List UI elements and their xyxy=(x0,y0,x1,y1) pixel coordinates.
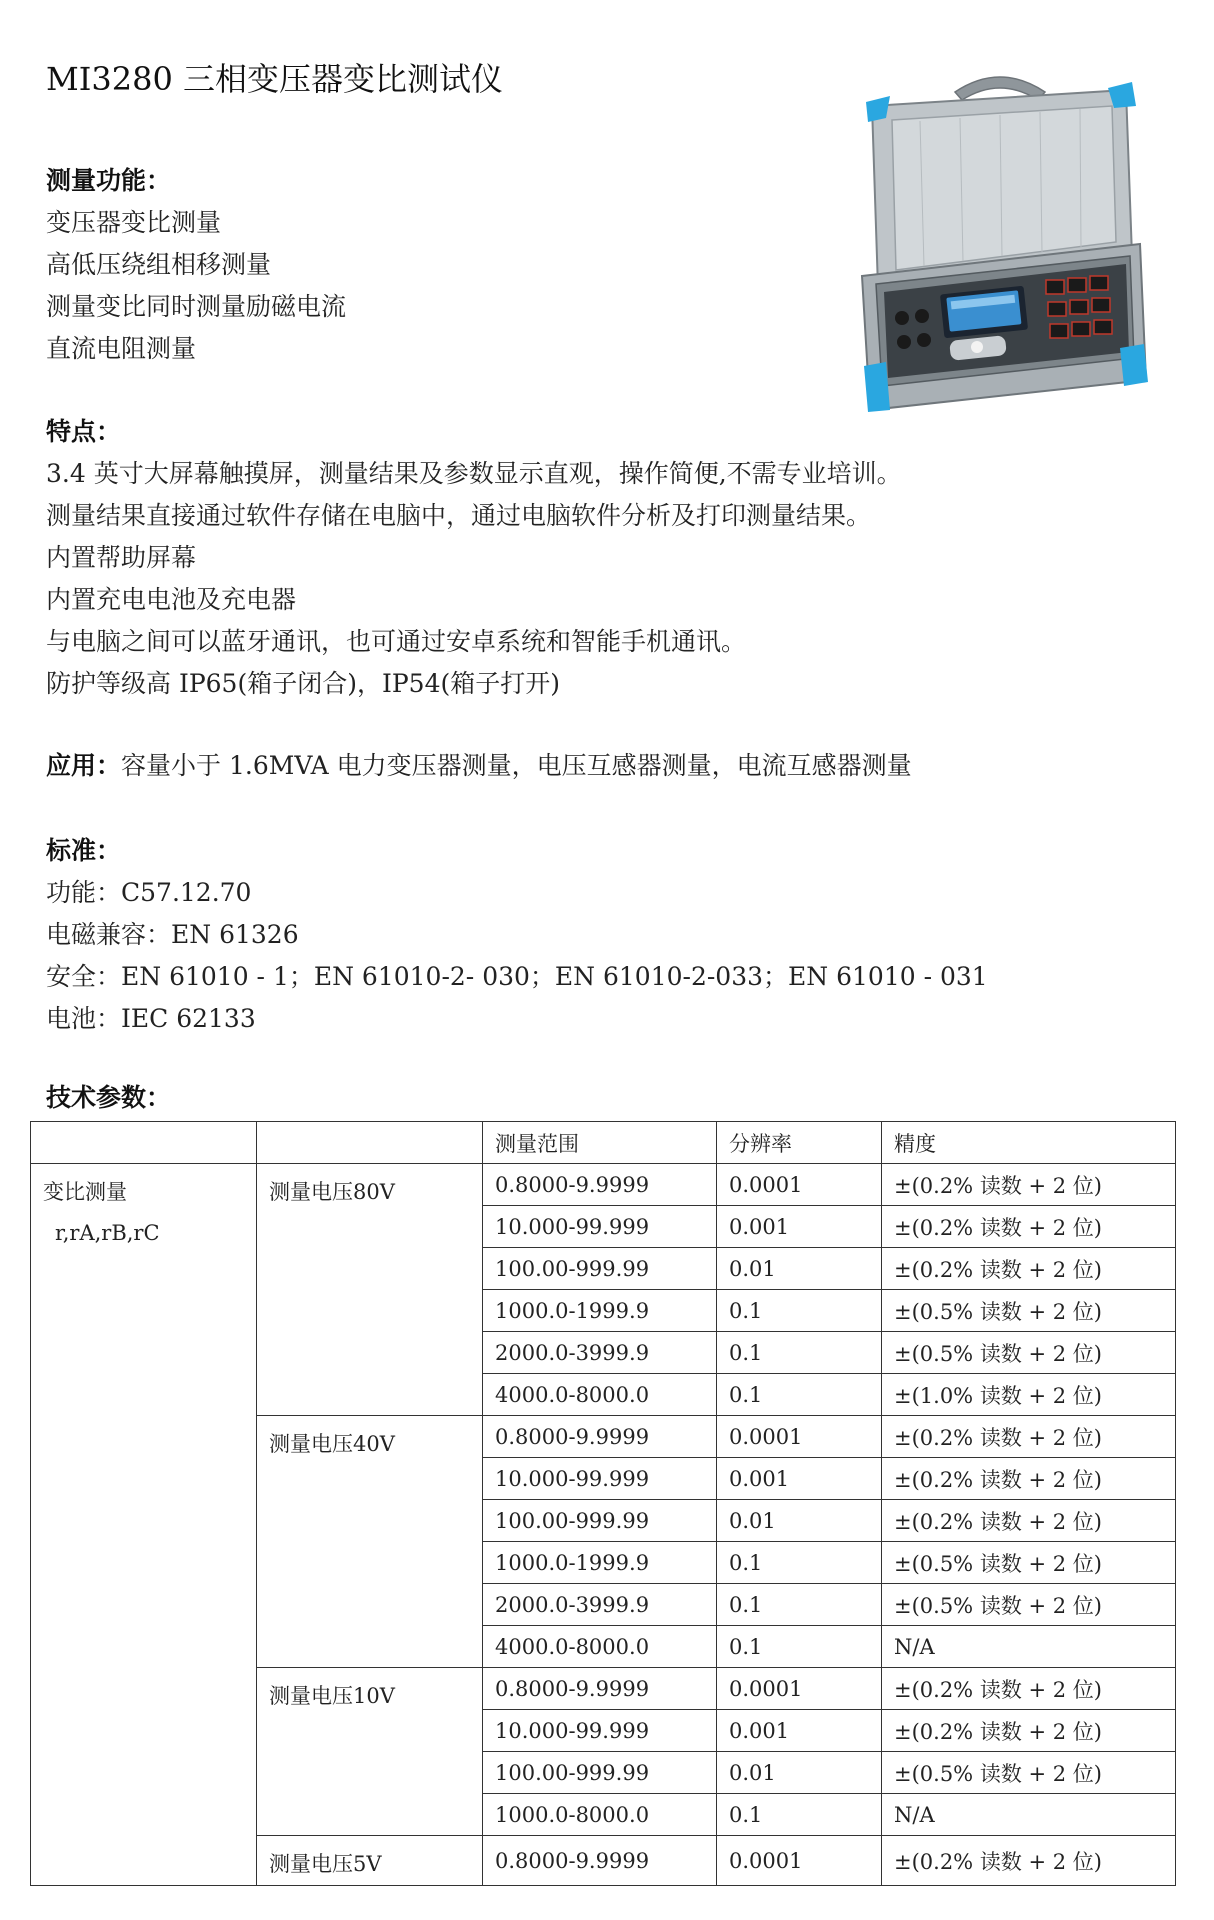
voltage-group-cell: 测量电压5V xyxy=(257,1836,483,1886)
voltage-group-cell: 测量电压10V xyxy=(257,1668,483,1836)
column-header xyxy=(257,1122,483,1164)
standards-section xyxy=(46,830,988,1040)
column-header xyxy=(31,1122,257,1164)
range-cell: 1000.0-1999.9 xyxy=(483,1290,717,1332)
resolution-cell: 0.0001 xyxy=(717,1836,882,1886)
resolution-cell: 0.1 xyxy=(717,1626,882,1668)
features-heading: 特点： xyxy=(46,417,122,446)
function-item: 测量变比同时测量励磁电流 xyxy=(46,292,347,321)
feature-item: 内置帮助屏幕 xyxy=(46,543,197,572)
accuracy-cell: ±(0.2% 读数 + 2 位) xyxy=(882,1458,1176,1500)
accuracy-cell: N/A xyxy=(882,1626,1176,1668)
accuracy-cell: ±(0.2% 读数 + 2 位) xyxy=(882,1164,1176,1206)
application-section xyxy=(46,745,912,787)
voltage-group-cell: 测量电压40V xyxy=(257,1416,483,1668)
resolution-cell: 0.001 xyxy=(717,1206,882,1248)
range-cell: 4000.0-8000.0 xyxy=(483,1374,717,1416)
page-title: MI3280 三相变压器变比测试仪 xyxy=(46,60,504,98)
resolution-cell: 0.1 xyxy=(717,1290,882,1332)
accuracy-cell: N/A xyxy=(882,1794,1176,1836)
feature-item: 测量结果直接通过软件存储在电脑中，通过电脑软件分析及打印测量结果。 xyxy=(46,501,872,530)
resolution-cell: 0.0001 xyxy=(717,1668,882,1710)
resolution-cell: 0.001 xyxy=(717,1710,882,1752)
resolution-cell: 0.01 xyxy=(717,1500,882,1542)
resolution-cell: 0.1 xyxy=(717,1794,882,1836)
resolution-cell: 0.1 xyxy=(717,1374,882,1416)
product-image xyxy=(850,66,1150,420)
accuracy-cell: ±(0.2% 读数 + 2 位) xyxy=(882,1500,1176,1542)
range-cell: 4000.0-8000.0 xyxy=(483,1626,717,1668)
standard-item: 功能：C57.12.70 xyxy=(46,878,252,907)
range-cell: 10.000-99.999 xyxy=(483,1710,717,1752)
standard-item: 电磁兼容：EN 61326 xyxy=(46,920,299,949)
accuracy-cell: ±(0.5% 读数 + 2 位) xyxy=(882,1752,1176,1794)
category-cell xyxy=(31,1164,257,1886)
standard-item: 安全：EN 61010 - 1；EN 61010-2- 030；EN 61010-2-033；EN 61010 - 031 xyxy=(46,962,988,991)
range-cell: 1000.0-8000.0 xyxy=(483,1794,717,1836)
functions-heading: 测量功能： xyxy=(46,166,172,195)
range-cell: 0.8000-9.9999 xyxy=(483,1668,717,1710)
function-item: 高低压绕组相移测量 xyxy=(46,250,272,279)
feature-item: 内置充电电池及充电器 xyxy=(46,585,297,614)
range-cell: 10.000-99.999 xyxy=(483,1458,717,1500)
resolution-cell: 0.0001 xyxy=(717,1416,882,1458)
accuracy-cell: ±(0.2% 读数 + 2 位) xyxy=(882,1836,1176,1886)
accuracy-cell: ±(0.5% 读数 + 2 位) xyxy=(882,1290,1176,1332)
application-text: 容量小于 1.6MVA 电力变压器测量，电压互感器测量，电流互感器测量 xyxy=(121,751,912,780)
range-cell: 0.8000-9.9999 xyxy=(483,1164,717,1206)
table-row xyxy=(31,1164,1176,1206)
feature-item: 3.4 英寸大屏幕触摸屏，测量结果及参数显示直观，操作简便,不需专业培训。 xyxy=(46,459,902,488)
standards-heading: 标准： xyxy=(46,836,122,865)
voltage-group-cell: 测量电压80V xyxy=(257,1164,483,1416)
range-cell: 2000.0-3999.9 xyxy=(483,1584,717,1626)
spec-table xyxy=(30,1121,1176,1886)
accuracy-cell: ±(0.5% 读数 + 2 位) xyxy=(882,1584,1176,1626)
resolution-cell: 0.1 xyxy=(717,1542,882,1584)
specs-section xyxy=(46,1077,171,1119)
category-sub-label: r,rA,rB,rC xyxy=(55,1221,160,1245)
function-item: 直流电阻测量 xyxy=(46,334,197,363)
accuracy-cell: ±(0.2% 读数 + 2 位) xyxy=(882,1206,1176,1248)
accuracy-cell: ±(1.0% 读数 + 2 位) xyxy=(882,1374,1176,1416)
resolution-cell: 0.001 xyxy=(717,1458,882,1500)
accuracy-cell: ±(0.2% 读数 + 2 位) xyxy=(882,1416,1176,1458)
application-label: 应用： xyxy=(46,751,122,780)
column-header: 测量范围 xyxy=(483,1122,717,1164)
table-header-row xyxy=(31,1122,1176,1164)
resolution-cell: 0.1 xyxy=(717,1332,882,1374)
accuracy-cell: ±(0.2% 读数 + 2 位) xyxy=(882,1710,1176,1752)
range-cell: 100.00-999.99 xyxy=(483,1248,717,1290)
function-item: 变压器变比测量 xyxy=(46,208,222,237)
range-cell: 100.00-999.99 xyxy=(483,1752,717,1794)
range-cell: 0.8000-9.9999 xyxy=(483,1416,717,1458)
resolution-cell: 0.1 xyxy=(717,1584,882,1626)
feature-item: 防护等级高 IP65(箱子闭合)，IP54(箱子打开) xyxy=(46,669,560,698)
accuracy-cell: ±(0.2% 读数 + 2 位) xyxy=(882,1668,1176,1710)
features-section xyxy=(46,411,902,705)
column-header: 分辨率 xyxy=(717,1122,882,1164)
specs-heading: 技术参数： xyxy=(46,1083,172,1112)
accuracy-cell: ±(0.5% 读数 + 2 位) xyxy=(882,1332,1176,1374)
column-header: 精度 xyxy=(882,1122,1176,1164)
range-cell: 100.00-999.99 xyxy=(483,1500,717,1542)
resolution-cell: 0.0001 xyxy=(717,1164,882,1206)
range-cell: 1000.0-1999.9 xyxy=(483,1542,717,1584)
standard-item: 电池：IEC 62133 xyxy=(46,1004,256,1033)
functions-section xyxy=(46,160,346,370)
range-cell: 0.8000-9.9999 xyxy=(483,1836,717,1886)
feature-item: 与电脑之间可以蓝牙通讯，也可通过安卓系统和智能手机通讯。 xyxy=(46,627,747,656)
accuracy-cell: ±(0.5% 读数 + 2 位) xyxy=(882,1542,1176,1584)
resolution-cell: 0.01 xyxy=(717,1248,882,1290)
range-cell: 2000.0-3999.9 xyxy=(483,1332,717,1374)
accuracy-cell: ±(0.2% 读数 + 2 位) xyxy=(882,1248,1176,1290)
resolution-cell: 0.01 xyxy=(717,1752,882,1794)
category-label: 变比测量 xyxy=(43,1180,127,1204)
range-cell: 10.000-99.999 xyxy=(483,1206,717,1248)
